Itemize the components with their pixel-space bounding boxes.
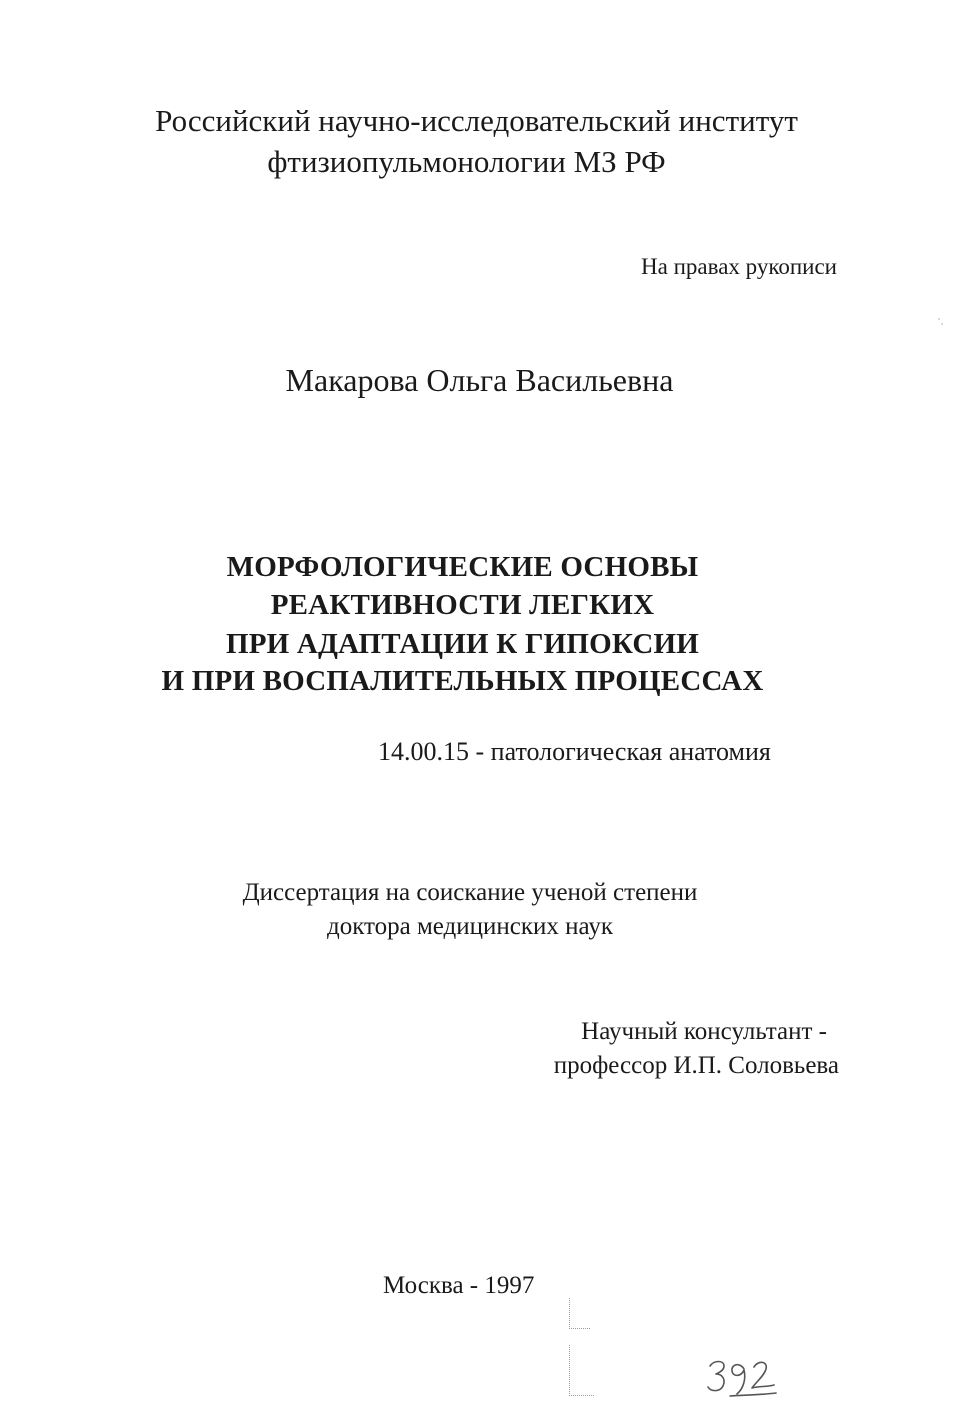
dissertation-degree-line-1: Диссертация на соискание ученой степени [242,879,698,906]
institute-name-line-2: фтизиопульмонологии МЗ РФ [267,144,666,179]
dissertation-degree-line-2: доктора медицинских наук [326,913,614,940]
specialty-code: 14.00.15 - патологическая анатомия [378,737,771,766]
title-line-2: РЕАКТИВНОСТИ ЛЕГКИХ [270,589,655,621]
title-line-4: И ПРИ ВОСПАЛИТЕЛЬНЫХ ПРОЦЕССАХ [161,665,764,697]
title-line-3: ПРИ АДАПТАЦИИ К ГИПОКСИИ [225,628,700,660]
title-line-1: МОРФОЛОГИЧЕСКИЕ ОСНОВЫ [226,551,699,583]
manuscript-rights-note: На правах рукописи [641,254,837,279]
author-name: Макарова Ольга Васильевна [285,362,674,398]
archive-stamp-mark-bottom [569,1345,594,1396]
handwritten-number [704,1354,784,1400]
archive-stamp-mark-top [569,1298,590,1329]
institute-name-line-1: Российский научно-исследовательский институт [155,103,798,138]
consultant-line-2: профессор И.П. Соловьева [553,1052,839,1079]
consultant-line-1: Научный консультант - [581,1018,827,1045]
place-and-year: Москва - 1997 [383,1272,535,1299]
scan-speck [941,323,943,325]
scan-speck [938,318,940,320]
